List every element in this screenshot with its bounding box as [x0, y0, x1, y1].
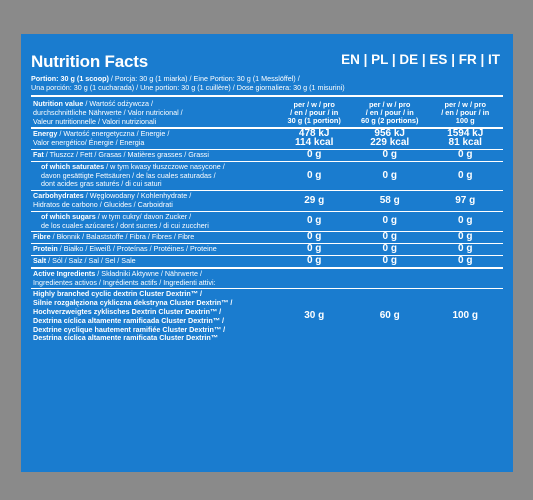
sugars-value-3: 0 g [427, 211, 503, 232]
protein-row [31, 244, 503, 256]
portion-line1: / Porcja: 30 g (1 miarka) / Eine Portion: 30 g (1 Messlöffel) / [108, 74, 300, 83]
cluster-dextrin-label: Highly branched cyclic dextrin Cluster Dextrin™ / Silnie rozgałęziona cykliczna dekstryna Cluster Dextrin™ / Hochverzweigtes zyklisches Dextrin Cluster Dextrin™ / Dextrina cíclica altamente ramificada Cluster Dextrin™ / Dextrine cyclique hautement ramifiée Cluster Dextrin™ / Destrina ciclica altamente ramificata Cluster Dextrin™ [31, 289, 276, 344]
salt-value-3: 0 g [427, 255, 503, 267]
energy-value-2: 956 kJ 229 kcal [352, 128, 428, 149]
carbohydrates-value-2: 58 g [352, 191, 428, 212]
saturates-value-1: 0 g [276, 161, 352, 190]
cluster-dextrin-value-3: 100 g [427, 289, 503, 344]
energy-label: Energy / Wartość energetyczna / Energie / Valor energético/ Énergie / Energia [31, 128, 276, 149]
carbohydrates-value-3: 97 g [427, 191, 503, 212]
nutrition-table [31, 99, 503, 344]
energy-value-1: 478 kJ 114 kcal [276, 128, 352, 149]
cluster-dextrin-value-2: 60 g [352, 289, 428, 344]
column-header-2: per / w / pro / en / pour / in 60 g (2 portions) [360, 100, 419, 126]
saturates-row [31, 161, 503, 190]
fat-value-3: 0 g [427, 149, 503, 161]
sugars-label: of which sugars / w tym cukry/ davon Zucker / de los cuales azúcares / dont sucres / di cui zuccheri [31, 211, 276, 232]
cluster-dextrin-row [31, 289, 503, 344]
salt-label: Salt / Sól / Salz / Sal / Sel / Sale [31, 255, 276, 267]
panel-header [31, 44, 503, 72]
nutrition-facts-title: Nutrition Facts [31, 52, 148, 71]
saturates-value-2: 0 g [352, 161, 428, 190]
energy-value-3: 1594 kJ 81 kcal [427, 128, 503, 149]
carbohydrates-value-1: 29 g [276, 191, 352, 212]
portion-line2: Una porción: 30 g (1 cucharada) / Une portion: 30 g (1 cuillère) / Dose giornaliera: 30 g (1 misurini) [31, 83, 345, 92]
sugars-value-1: 0 g [276, 211, 352, 232]
energy-row [31, 128, 503, 149]
fibre-value-3: 0 g [427, 232, 503, 244]
carbohydrates-label: Carbohydrates / Węglowodany / Kohlenhydrate / Hidratos de carbono / Glucides / Carboidrati [31, 191, 276, 212]
nutrition-facts-panel [21, 34, 513, 472]
fat-label: Fat / Tłuszcz / Fett / Grasas / Matières grasses / Grassi [31, 149, 276, 161]
active-ingredients-label: Active Ingredients / Składniki Aktywne / Nährwerte / Ingredientes activos / Ingrédients actifs / Ingredienti attivi: [31, 268, 503, 289]
cluster-dextrin-value-1: 30 g [276, 289, 352, 344]
fibre-value-2: 0 g [352, 232, 428, 244]
divider [31, 95, 503, 97]
column-header-3: per / w / pro / en / pour / in 100 g [441, 100, 490, 126]
fibre-row [31, 232, 503, 244]
fat-row [31, 149, 503, 161]
portion-label: Portion: 30 g (1 scoop) [31, 74, 109, 83]
header-row [31, 99, 503, 128]
portion-info [31, 74, 503, 92]
fat-value-2: 0 g [352, 149, 428, 161]
language-list: EN | PL | DE | ES | FR | IT [341, 52, 500, 67]
saturates-label: of which saturates / w tym kwasy tłuszczowe nasycone / davon gesättigte Fettsäuren / de las cuales saturadas / dont acides gras saturés / di cui saturi [31, 161, 276, 190]
protein-value-2: 0 g [352, 244, 428, 256]
carbohydrates-row [31, 191, 503, 212]
active-ingredients-header-row [31, 268, 503, 289]
fibre-label: Fibre / Błonnik / Balaststoffe / Fibra / Fibres / Fibre [31, 232, 276, 244]
protein-value-3: 0 g [427, 244, 503, 256]
protein-label: Protein / Białko / Eiweiß / Proteínas / Protéines / Proteine [31, 244, 276, 256]
salt-value-2: 0 g [352, 255, 428, 267]
nutrition-value-label: Nutrition value / Wartość odżywcza / durchschnittliche Nährwerte / Valor nutricional / Valeur nutritionnelle / Valori nutrizionali [33, 99, 183, 126]
fat-value-1: 0 g [276, 149, 352, 161]
salt-row [31, 255, 503, 267]
sugars-row [31, 211, 503, 232]
sugars-value-2: 0 g [352, 211, 428, 232]
saturates-value-3: 0 g [427, 161, 503, 190]
column-header-1: per / w / pro / en / pour / in 30 g (1 portion) [287, 100, 341, 126]
salt-value-1: 0 g [276, 255, 352, 267]
protein-value-1: 0 g [276, 244, 352, 256]
fibre-value-1: 0 g [276, 232, 352, 244]
